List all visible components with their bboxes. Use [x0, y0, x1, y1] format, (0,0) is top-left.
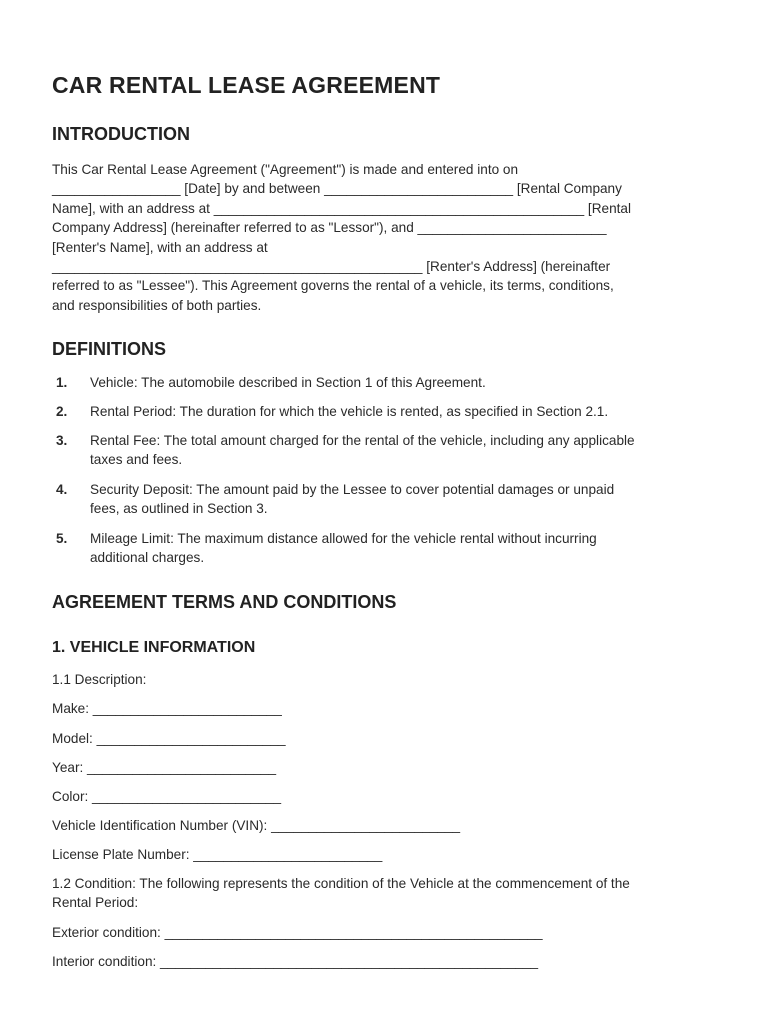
year-field: Year: _________________________ [52, 760, 277, 775]
exterior-condition-field: Exterior condition: __________________________________________________ [52, 925, 543, 940]
make-field: Make: _________________________ [52, 701, 282, 716]
intro-line: _________________ [Date] by and between _________________________ [Rental Company [52, 181, 622, 197]
definition-number: 2. [56, 404, 68, 419]
introduction-heading: INTRODUCTION [52, 124, 190, 144]
definition-text [90, 480, 720, 519]
definition-line: Vehicle: The automobile described in Section 1 of this Agreement. [90, 375, 486, 390]
definition-line: additional charges. [90, 550, 205, 566]
definition-line: fees, as outlined in Section 3. [90, 501, 268, 517]
condition-line: 1.2 Condition: The following represents the condition of the Vehicle at the commencement of the [52, 876, 630, 891]
definition-text [90, 402, 720, 421]
definition-number: 3. [56, 433, 68, 448]
definition-line: Rental Fee: The total amount charged for the rental of the vehicle, including any applicable [90, 433, 635, 448]
vin-field: Vehicle Identification Number (VIN): _________________________ [52, 818, 461, 833]
definition-text [90, 373, 720, 392]
definition-number: 4. [56, 482, 68, 497]
definition-line: Mileage Limit: The maximum distance allowed for the vehicle rental without incurring [90, 531, 597, 546]
definition-text [90, 529, 720, 568]
intro-line: _________________________________________________ [Renter's Address] (hereinafter [52, 259, 611, 275]
document-title: CAR RENTAL LEASE AGREEMENT [52, 72, 441, 98]
definitions-heading: DEFINITIONS [52, 339, 167, 359]
vehicle-info-heading: 1. VEHICLE INFORMATION [52, 639, 256, 656]
definition-line: Security Deposit: The amount paid by the Lessee to cover potential damages or unpaid [90, 482, 615, 497]
intro-line: Name], with an address at _________________________________________________ [Rental [52, 200, 631, 216]
definition-line: Rental Period: The duration for which the vehicle is rented, as specified in Section 2.1. [90, 404, 609, 419]
definition-number: 1. [56, 375, 68, 390]
license-plate-field: License Plate Number: _________________________ [52, 847, 383, 862]
intro-line: Company Address] (hereinafter referred to as "Lessor"), and _________________________ [52, 220, 607, 236]
introduction-paragraph [52, 160, 717, 315]
intro-line: referred to as "Lessee"). This Agreement governs the rental of a vehicle, its terms, conditions, [52, 278, 614, 294]
condition-line: Rental Period: [52, 895, 139, 911]
intro-line: [Renter's Name], with an address at [52, 239, 268, 255]
terms-heading: AGREEMENT TERMS AND CONDITIONS [52, 592, 397, 612]
model-field: Model: _________________________ [52, 731, 286, 746]
description-label: 1.1 Description: [52, 672, 147, 687]
condition-paragraph [52, 874, 717, 913]
intro-line: and responsibilities of both parties. [52, 297, 262, 313]
definition-line: taxes and fees. [90, 452, 183, 468]
color-field: Color: _________________________ [52, 789, 282, 804]
definition-text [90, 431, 720, 470]
interior-condition-field: Interior condition: __________________________________________________ [52, 954, 539, 969]
intro-line: This Car Rental Lease Agreement ("Agreement") is made and entered into on [52, 162, 519, 177]
definition-number: 5. [56, 531, 68, 546]
